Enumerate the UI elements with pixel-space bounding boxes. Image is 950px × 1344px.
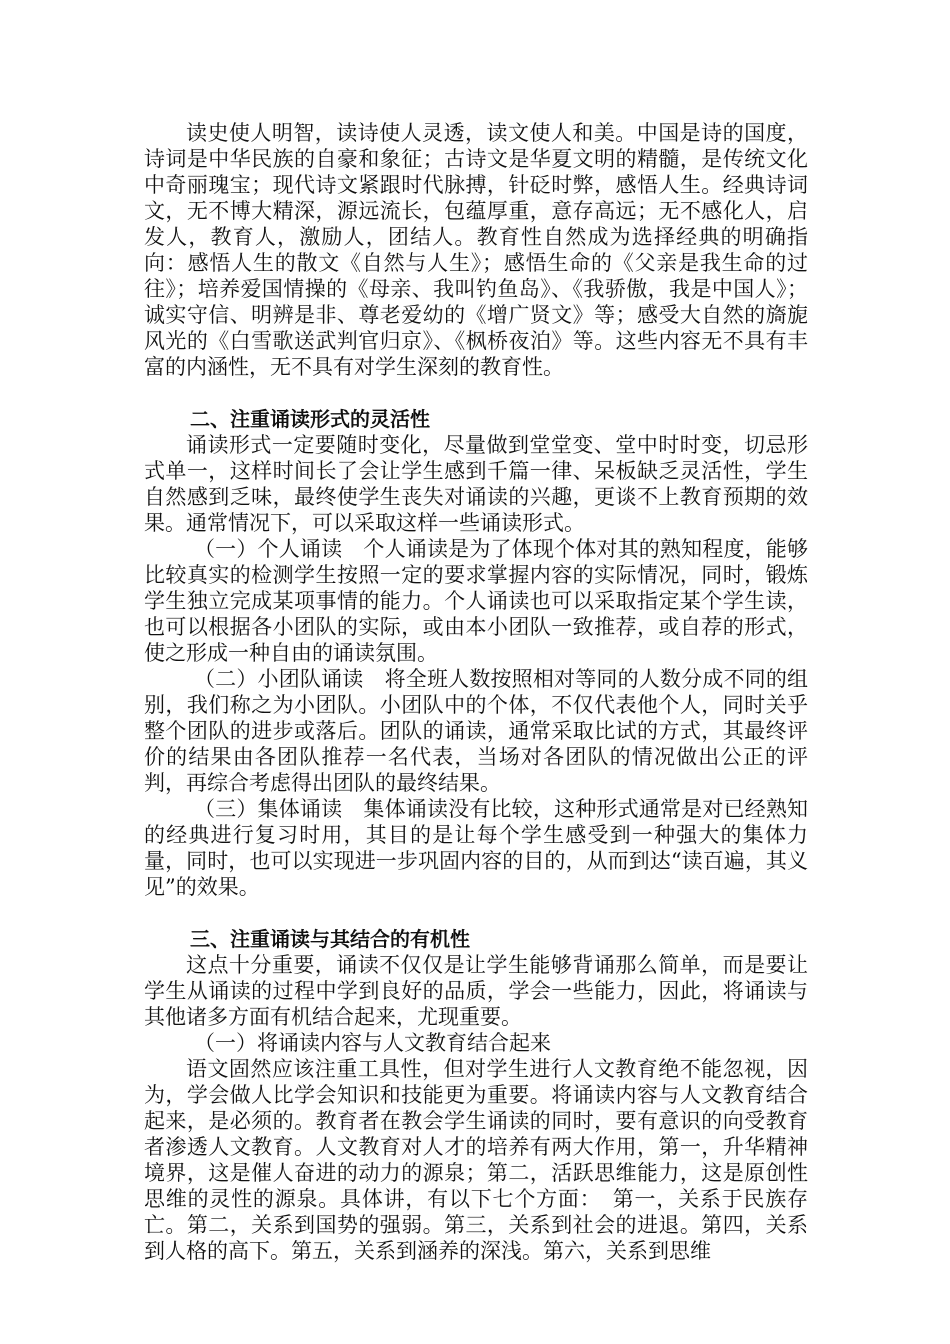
section-3-heading: 三、注重诵读与其结合的有机性	[190, 927, 470, 951]
section-2-heading: 二、注重诵读形式的灵活性	[190, 407, 430, 431]
spacer	[144, 380, 808, 406]
intro-paragraph: 读史使人明智，读诗使人灵透，读文使人和美。中国是诗的国度，诗词是中华民族的自豪和象征；古诗文是华夏文明的精髓，是传统文化中奇丽瑰宝；现代诗文紧跟时代脉搏，针砭时弊，感悟人生。经典诗词文，无不博大精深，源远流长，包蕴厚重，意存高远；无不感化人，启发人，教育人，激励人，团结人。教育性自然成为选择经典的明确指向：感悟人生的散文《自然与人生》；感悟生命的《父亲是我生命的过往》；培养爱国情操的《母亲、我叫钓鱼岛》、《我骄傲，我是中国人》；诚实守信、明辨是非、尊老爱幼的《增广贤文》等；感受大自然的旖旎风光的《白雪歌送武判官归京》、《枫桥夜泊》等。这些内容无不具有丰富的内涵性，无不具有对学生深刻的教育性。	[144, 121, 808, 379]
section-2-item-1: （一）个人诵读 个人诵读是为了体现个体对其的熟知程度，能够比较真实的检测学生按照一定的要求掌握内容的实际情况，同时，锻炼学生独立完成某项事情的能力。个人诵读也可以采取指定某个学生读，也可以根据各小团队的实际，或由本小团队一致推荐，或自荐的形式，使之形成一种自由的诵读氛围。	[144, 537, 808, 665]
section-3-intro: 这点十分重要，诵读不仅仅是让学生能够背诵那么简单，而是要让学生从诵读的过程中学到良好的品质，学会一些能力，因此，将诵读与其他诸多方面有机结合起来，尤现重要。	[144, 953, 808, 1029]
section-2-item-3: （三）集体诵读 集体诵读没有比较，这种形式通常是对已经熟知的经典进行复习时用，其目的是让每个学生感受到一种强大的集体力量，同时，也可以实现进一步巩固内容的目的，从而到达“读百遍，其义见”的效果。	[144, 797, 808, 899]
section-3-item-1-body: 语文固然应该注重工具性，但对学生进行人文教育绝不能忽视，因为，学会做人比学会知识和技能更为重要。将诵读内容与人文教育结合起来，是必须的。教育者在教会学生诵读的同时，要有意识的向受教育者渗透人文教育。人文教育对人才的培养有两大作用，第一，升华精神境界，这是催人奋进的动力的源泉；第二，活跃思维能力，这是原创性思维的灵性的源泉。具体讲，有以下七个方面： 第一，关系于民族存亡。第二，关系到国势的强弱。第三，关系到社会的进退。第四，关系到人格的高下。第五，关系到涵养的深浅。第六，关系到思维	[144, 1057, 808, 1263]
section-2-intro: 诵读形式一定要随时变化，尽量做到堂堂变、堂中时时变，切忌形式单一，这样时间长了会让学生感到千篇一律、呆板缺乏灵活性，学生自然感到乏味，最终使学生丧失对诵读的兴趣，更谈不上教育预期的效果。通常情况下，可以采取这样一些诵读形式。	[144, 433, 808, 535]
spacer	[144, 900, 808, 926]
section-3-item-1-title: （一）将诵读内容与人文教育结合起来	[194, 1031, 551, 1055]
document-page	[144, 120, 808, 1264]
section-2-item-2: （二）小团队诵读 将全班人数按照相对等同的人数分成不同的组别，我们称之为小团队。小团队中的个体，不仅代表他个人，同时关乎整个团队的进步或落后。团队的诵读，通常采取比试的方式，其最终评价的结果由各团队推荐一名代表，当场对各团队的情况做出公正的评判，再综合考虑得出团队的最终结果。	[144, 667, 808, 795]
